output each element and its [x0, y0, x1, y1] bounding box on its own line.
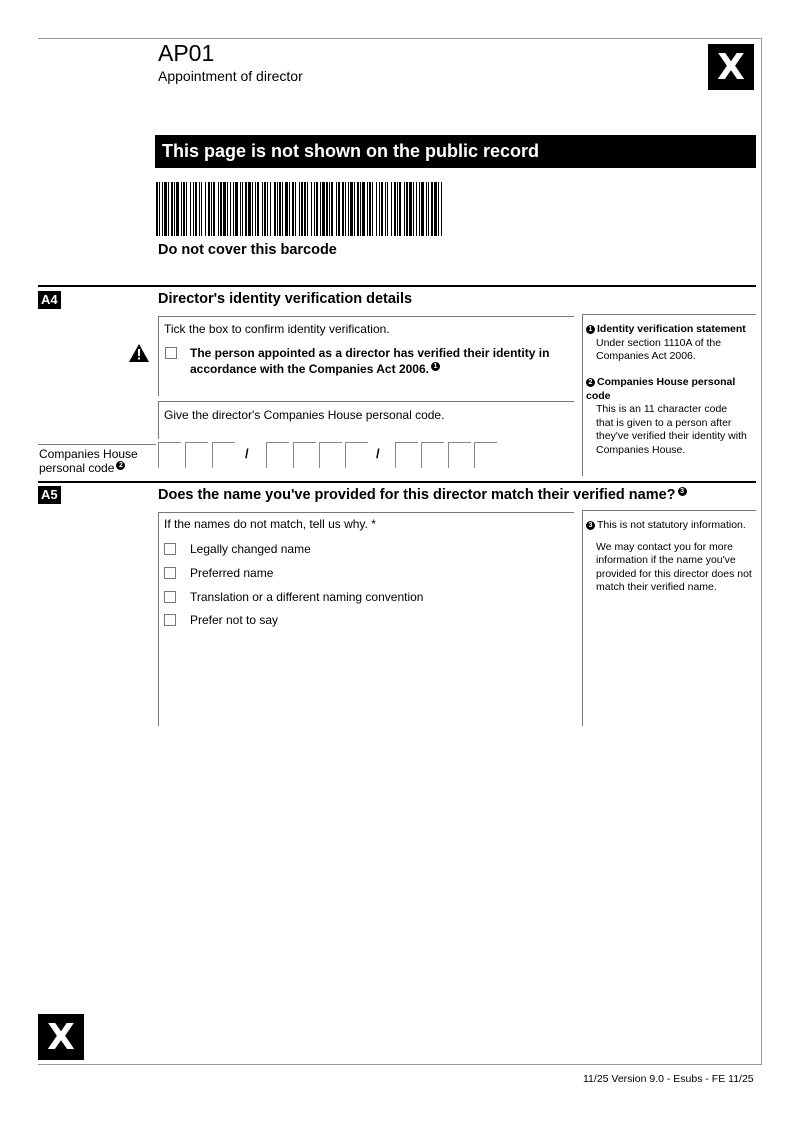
a4-note-2 [586, 376, 758, 457]
a4-note-1 [586, 323, 758, 364]
section-a5-tag: A5 [38, 486, 61, 504]
form-title: Appointment of director [158, 68, 303, 84]
code-separator-1: / [245, 446, 249, 461]
option-legally-changed-label: Legally changed name [190, 542, 311, 556]
section-a5-heading: Does the name you've provided for this director match their verified name? [158, 487, 676, 503]
section-a4-rule [38, 285, 756, 287]
a4-box-left-2 [158, 401, 159, 439]
note-2-line1: This is an 11 character code [596, 403, 728, 415]
note-2-title: Companies House personal code [586, 376, 736, 402]
x-mark-bottom: X [38, 1014, 84, 1060]
a4-notes-divider [582, 314, 583, 476]
x-mark-top: X [708, 44, 754, 90]
code-char-9[interactable] [421, 442, 444, 468]
code-char-10[interactable] [448, 442, 471, 468]
a5-box-top [158, 512, 574, 513]
page-border-right [761, 38, 762, 1065]
option-preferred-name-checkbox[interactable] [164, 567, 176, 579]
public-record-banner: This page is not shown on the public record [155, 135, 756, 168]
option-prefer-not-label: Prefer not to say [190, 613, 279, 627]
form-code: AP01 [158, 40, 215, 66]
note-1-line1: Under section 1110A of the [596, 336, 722, 349]
personal-code-label-line1: Companies House [39, 447, 138, 461]
identity-verified-checkbox[interactable] [165, 347, 177, 359]
identity-confirm-line2-wrap [190, 362, 440, 376]
code-char-2[interactable] [185, 442, 208, 468]
note-marker-1: 1 [431, 362, 440, 371]
a4-box-top [158, 316, 574, 317]
code-char-3[interactable] [212, 442, 235, 468]
option-translation-label: Translation or a different naming convention [190, 590, 424, 604]
a4-notes-top [582, 314, 756, 315]
page-border-top [38, 38, 762, 39]
note-2-line2: that is given to a person after [596, 416, 732, 429]
note-3-line2: information if the name you've [596, 554, 736, 566]
code-instruction: Give the director's Companies House personal code. [164, 408, 445, 422]
note-marker-3: 3 [678, 487, 687, 496]
note-3-line4: match their verified name. [596, 581, 717, 593]
code-char-4[interactable] [266, 442, 289, 468]
page-border-bottom [38, 1064, 762, 1065]
option-prefer-not-checkbox[interactable] [164, 614, 176, 626]
code-char-8[interactable] [395, 442, 418, 468]
note-marker-2: 2 [116, 461, 125, 470]
note-1-marker: 1 [586, 325, 595, 334]
section-a4-tag: A4 [38, 291, 61, 309]
a5-notes-top [582, 510, 756, 511]
option-preferred-name-label: Preferred name [190, 566, 274, 580]
option-legally-changed-checkbox[interactable] [164, 543, 176, 555]
barcode [156, 182, 442, 236]
a5-notes-divider [582, 510, 583, 726]
option-translation-checkbox[interactable] [164, 591, 176, 603]
section-a5-rule [38, 481, 756, 483]
identity-confirm-line1: The person appointed as a director has verified their identity in [190, 346, 550, 360]
code-char-1[interactable] [158, 442, 181, 468]
version-footer: 11/25 Version 9.0 - Esubs - FE 11/25 [583, 1073, 754, 1085]
a5-box-left [158, 512, 159, 726]
a5-note-3 [586, 519, 758, 595]
code-separator-2: / [376, 446, 380, 461]
note-3-title: This is not statutory information. [597, 519, 746, 531]
personal-code-label [39, 448, 138, 475]
note-2-marker: 2 [586, 378, 595, 387]
identity-confirm-line2: accordance with the Companies Act 2006. [190, 362, 429, 376]
note-1-title: Identity verification statement [597, 323, 746, 335]
code-char-11[interactable] [474, 442, 497, 468]
note-2-line4: Companies House. [596, 443, 686, 456]
a4-divider [158, 401, 574, 402]
note-3-marker: 3 [586, 521, 595, 530]
code-char-7[interactable] [345, 442, 368, 468]
code-char-6[interactable] [319, 442, 342, 468]
a4-box-left [158, 316, 159, 396]
note-2-line3: they've verified their identity with [596, 430, 747, 442]
code-char-5[interactable] [293, 442, 316, 468]
tick-instruction: Tick the box to confirm identity verification. [164, 322, 390, 336]
warning-icon [129, 344, 149, 362]
section-a5-heading-wrap [158, 487, 687, 503]
a5-instruction: If the names do not match, tell us why. * [164, 517, 376, 531]
section-a4-heading: Director's identity verification details [158, 291, 413, 307]
barcode-note: Do not cover this barcode [158, 242, 337, 258]
note-3-line3: provided for this director does not [596, 567, 752, 580]
note-1-line2: Companies Act 2006. [596, 350, 696, 362]
personal-code-label-line2: personal code [39, 461, 115, 475]
note-3-line1: We may contact you for more [596, 540, 733, 553]
code-label-rule [38, 444, 156, 445]
